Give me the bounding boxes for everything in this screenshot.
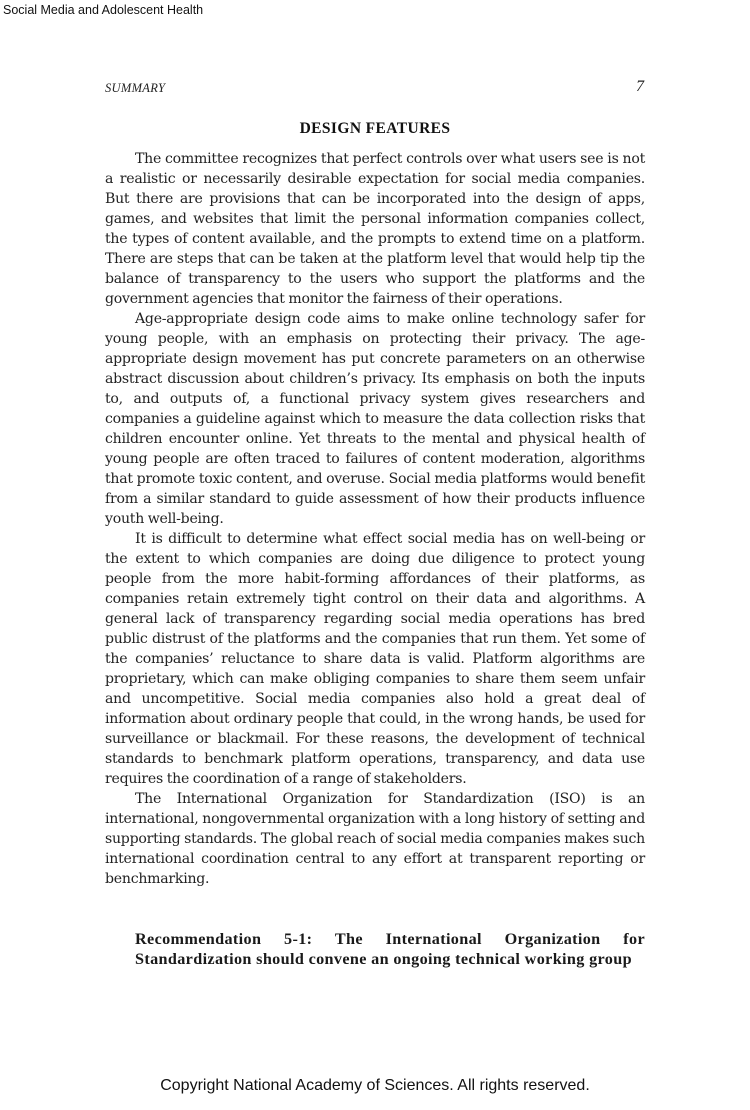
body-text xyxy=(105,149,645,889)
paragraph: The International Organization for Standardization (ISO) is an international, nongovernmental organization with a long history of setting and supporting standards. The global reach of social media companies makes such international coordination central to any effort at transparent reporting or benchmarking. xyxy=(105,791,645,887)
recommendation-text: Recommendation 5-1: The International Organization for Standardization should convene an ongoing technical working group xyxy=(135,930,645,968)
paragraph: The committee recognizes that perfect controls over what users see is not a realistic or necessarily desirable expectation for social media companies. But there are provisions that can be incorporated into the design of apps, games, and websites that limit the personal information companies collect, the types of content available, and the prompts to extend time on a platform. There are steps that can be taken at the platform level that would help tip the balance of transparency to the users who support the platforms and the government agencies that monitor the fairness of their operations. xyxy=(105,151,645,307)
section-heading: DESIGN FEATURES xyxy=(299,120,451,137)
paragraph: It is difficult to determine what effect social media has on well-being or the extent to which companies are doing due diligence to protect young people from the more habit-forming affordances of their platforms, as companies retain extremely tight control on their data and algorithms. A general lack of transparency regarding social media operations has bred public distrust of the platforms and the companies that run them. Yet some of the companies’ reluctance to share data is valid. Platform algorithms are proprietary, which can make obliging companies to share them seem unfair and uncompetitive. Social media companies also hold a great deal of information about ordinary people that could, in the wrong hands, be used for surveillance or blackmail. For these reasons, the development of technical standards to benchmark platform operations, transparency, and data use requires the coordination of a range of stakeholders. xyxy=(105,531,645,787)
copyright-notice: Copyright National Academy of Sciences. All rights reserved. xyxy=(160,1077,590,1094)
book-title: Social Media and Adolescent Health xyxy=(3,3,204,17)
paragraph: Age-appropriate design code aims to make online technology safer for young people, with an emphasis on protecting their privacy. The age-appropriate design movement has put concrete parameters on an otherwise abstract discussion about children’s privacy. Its emphasis on both the inputs to, and outputs of, a functional privacy system gives researchers and companies a guideline against which to measure the data collection risks that children encounter online. Yet threats to the mental and physical health of young people are often traced to failures of content moderation, algorithms that promote toxic content, and overuse. Social media platforms would benefit from a similar standard to guide assessment of how their products influence youth well-being. xyxy=(105,311,645,527)
page-number: 7 xyxy=(636,78,644,95)
running-head: SUMMARY xyxy=(105,81,166,95)
